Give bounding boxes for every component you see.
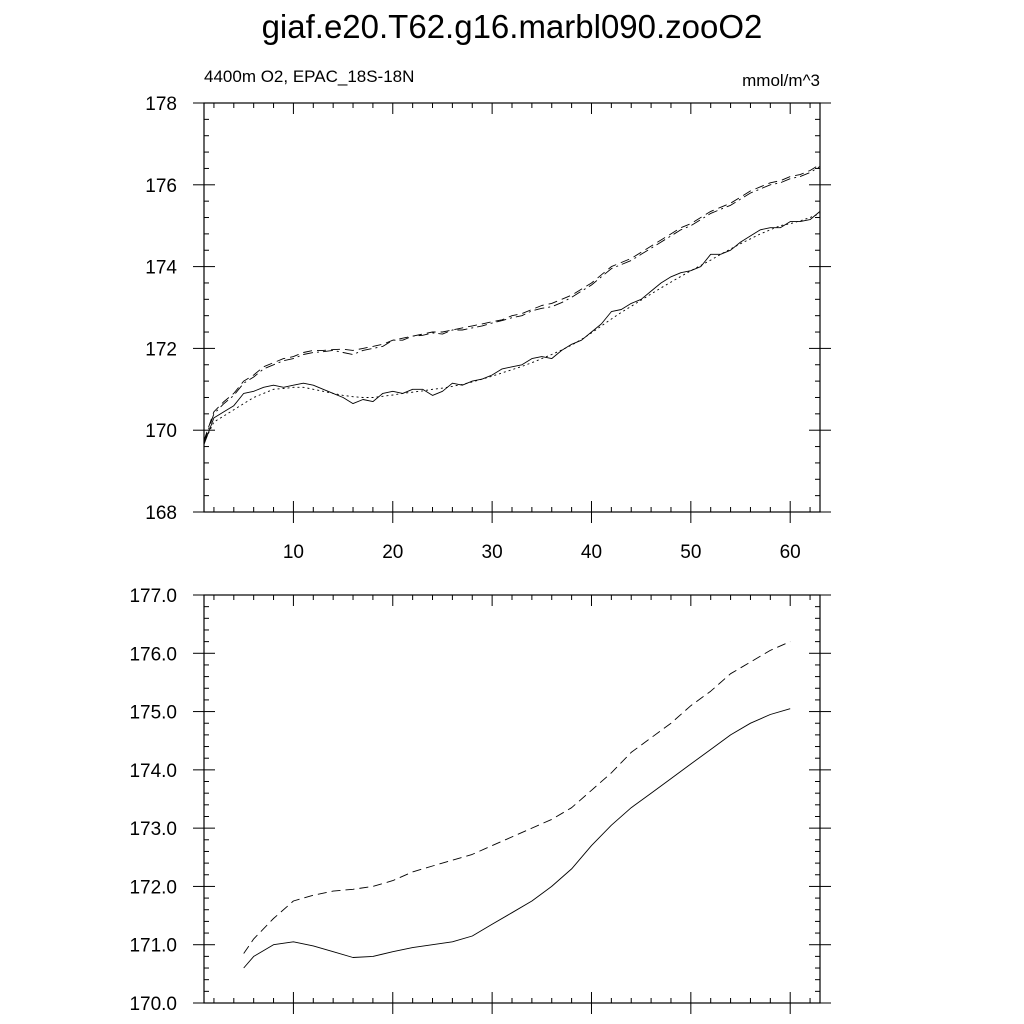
series-line-dash-bottom [244, 642, 791, 954]
x-tick-label: 30 [481, 542, 503, 563]
y-tick-label: 170 [145, 421, 177, 443]
x-tick-label: 50 [680, 542, 702, 563]
chart-subtitle-left: 4400m O2, EPAC_18S-18N [204, 67, 415, 86]
y-tick-label: 172 [145, 339, 177, 361]
x-tick-label: 40 [580, 542, 603, 563]
top-panel [145, 94, 831, 563]
series-line-dot-top [204, 213, 820, 442]
series-line-solid-top [204, 211, 820, 444]
y-tick-label: 168 [145, 503, 177, 524]
bottom-panel [129, 586, 831, 1015]
chart-title: giaf.e20.T62.g16.marbl090.zooO2 [261, 8, 763, 45]
y-tick-label: 174.0 [129, 760, 177, 782]
y-tick-label: 170.0 [129, 994, 177, 1015]
y-tick-label: 176.0 [129, 644, 177, 666]
series-line-solid-bottom [244, 709, 791, 968]
y-tick-label: 171.0 [129, 935, 177, 957]
y-tick-label: 176 [145, 175, 177, 197]
series-line-dash-top [204, 164, 820, 440]
y-tick-label: 173.0 [129, 819, 177, 841]
y-tick-label: 172.0 [129, 877, 177, 899]
plot-frame-top [204, 103, 820, 512]
y-tick-label: 178 [145, 94, 177, 115]
series-line-dashdot-top [204, 166, 820, 442]
plot-frame-bottom [204, 595, 820, 1003]
x-tick-label: 10 [282, 542, 304, 563]
x-tick-label: 60 [779, 542, 801, 563]
chart-units-label: mmol/m^3 [742, 71, 820, 90]
y-tick-label: 175.0 [129, 702, 177, 724]
y-tick-label: 174 [145, 257, 177, 279]
y-tick-label: 177.0 [129, 586, 177, 607]
x-tick-label: 20 [382, 542, 404, 563]
